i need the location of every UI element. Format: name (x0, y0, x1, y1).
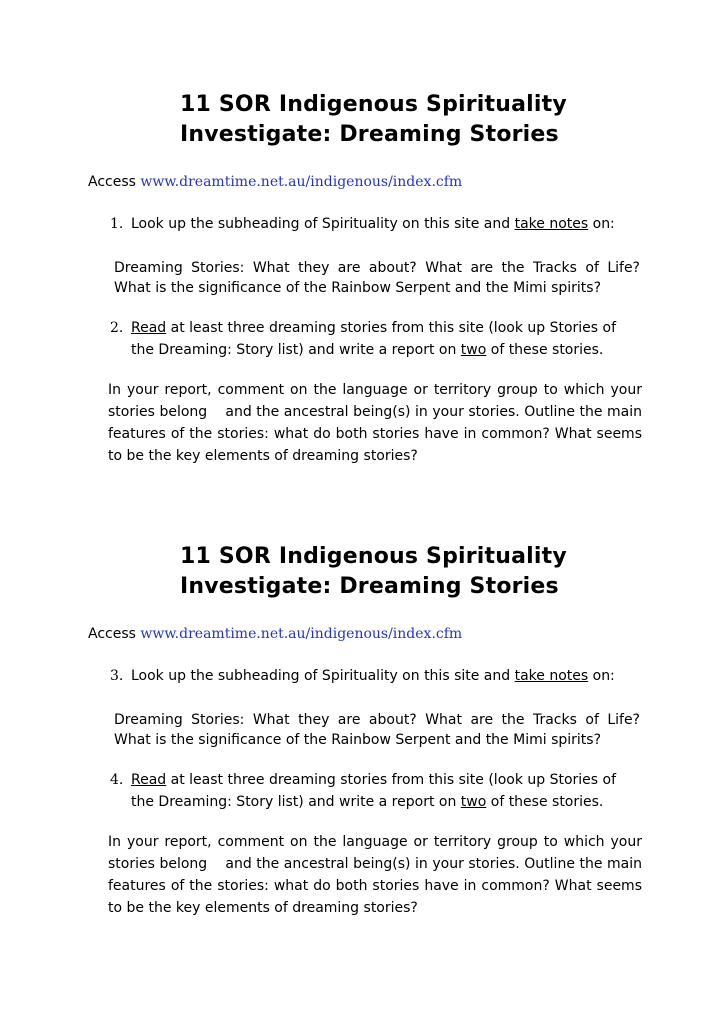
report-instructions-line: In your report, comment on the language or territory group to which your (108, 834, 642, 850)
report-instructions-line: In your report, comment on the language or territory group to which your (108, 382, 642, 398)
report-instructions-line: stories belong and the ancestral being(s) in your stories. Outline the main (108, 404, 642, 420)
item-read-text (131, 320, 616, 336)
item-read-line2-after: of these stories. (486, 794, 604, 810)
access-url-link[interactable]: www.dreamtime.net.au/indigenous/index.cfm (140, 174, 463, 190)
item-number: 1. (110, 216, 124, 232)
report-instructions-line: to be the key elements of dreaming stories? (108, 900, 418, 916)
item-lookup-text (131, 668, 615, 684)
two-underlined: two (460, 342, 487, 358)
item-read-text (131, 772, 616, 788)
notes-question-line: Dreaming Stories: What they are about? What are the Tracks of Life? (114, 712, 640, 728)
access-label: Access (88, 626, 136, 642)
item-lookup-text-after: on: (588, 668, 615, 684)
access-line (88, 626, 462, 642)
item-read-line2-before: the Dreaming: Story list) and write a report on (131, 794, 461, 810)
report-instructions-line: stories belong and the ancestral being(s) in your stories. Outline the main (108, 856, 642, 872)
read-underlined: Read (131, 772, 167, 788)
page-subtitle: Investigate: Dreaming Stories (180, 574, 559, 599)
take-notes-underlined: take notes (514, 216, 589, 232)
item-lookup-text-before: Look up the subheading of Spirituality on this site and (131, 668, 515, 684)
item-number: 4. (110, 772, 124, 788)
report-instructions-line: features of the stories: what do both stories have in common? What seems (108, 878, 642, 894)
item-read-text-rest: at least three dreaming stories from this site (look up Stories of (166, 772, 617, 788)
item-number: 2. (110, 320, 124, 336)
notes-question-line: Dreaming Stories: What they are about? What are the Tracks of Life? (114, 260, 640, 276)
report-instructions-line: features of the stories: what do both stories have in common? What seems (108, 426, 642, 442)
page-title: 11 SOR Indigenous Spirituality (180, 544, 567, 569)
item-read-line2-before: the Dreaming: Story list) and write a report on (131, 342, 461, 358)
take-notes-underlined: take notes (514, 668, 589, 684)
item-read-line2-after: of these stories. (486, 342, 604, 358)
two-underlined: two (460, 794, 487, 810)
item-read-text-line2 (131, 794, 603, 810)
access-url-link[interactable]: www.dreamtime.net.au/indigenous/index.cfm (140, 626, 463, 642)
item-read-text-line2 (131, 342, 603, 358)
report-instructions-line: to be the key elements of dreaming stories? (108, 448, 418, 464)
access-line (88, 174, 462, 190)
item-read-text-rest: at least three dreaming stories from this site (look up Stories of (166, 320, 617, 336)
notes-question-line: What is the significance of the Rainbow Serpent and the Mimi spirits? (114, 280, 601, 296)
notes-question-line: What is the significance of the Rainbow Serpent and the Mimi spirits? (114, 732, 601, 748)
item-lookup-text-before: Look up the subheading of Spirituality on this site and (131, 216, 515, 232)
access-label: Access (88, 174, 136, 190)
item-lookup-text-after: on: (588, 216, 615, 232)
read-underlined: Read (131, 320, 167, 336)
item-lookup-text (131, 216, 615, 232)
page-subtitle: Investigate: Dreaming Stories (180, 122, 559, 147)
item-number: 3. (110, 668, 124, 684)
page-title: 11 SOR Indigenous Spirituality (180, 92, 567, 117)
